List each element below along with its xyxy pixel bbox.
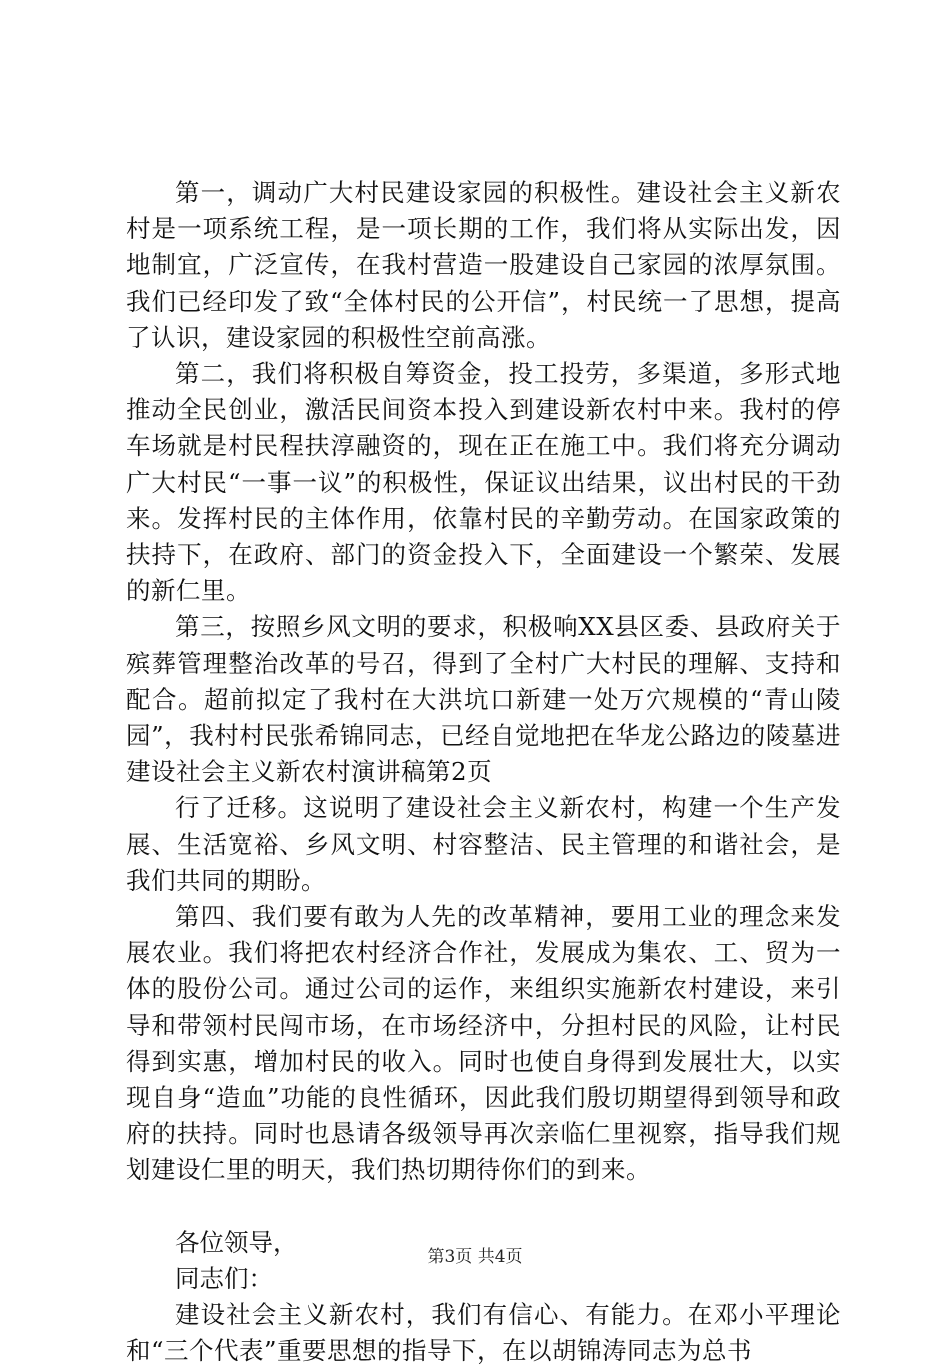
salutation-comrades: 同志们：	[175, 1263, 273, 1293]
paragraph-third-continued: 行了迁移。这说明了建设社会主义新农村，构建一个生产发展、生活宽裕、乡风文明、村容整洁、民主管理的和谐社会，是我们共同的期盼。	[126, 793, 841, 895]
paragraph-closing: 建设社会主义新农村，我们有信心、有能力。在邓小平理论和“三个代表”重要思想的指导下，在以胡锦涛同志为总书	[126, 1300, 841, 1366]
document-body	[126, 175, 841, 1370]
paragraph-first: 第一，调动广大村民建设家园的积极性。建设社会主义新农村是一项系统工程，是一项长期的工作，我们将从实际出发，因地制宜，广泛宣传，在我村营造一股建设自己家园的浓厚氛围。我们已经印发了致“全体村民的公开信”，村民统一了思想，提高了认识，建设家园的积极性空前高涨。	[126, 178, 841, 352]
paragraph-second: 第二，我们将积极自筹资金，投工投劳，多渠道，多形式地推动全民创业，激活民间资本投入到建设新农村中来。我村的停车场就是村民程扶淳融资的，现在正在施工中。我们将充分调动广大村民“一事一议”的积极性，保证议出结果，议出村民的干劲来。发挥村民的主体作用，依靠村民的辛勤劳动。在国家政策的扶持下，在政府、部门的资金投入下，全面建设一个繁荣、发展的新仁里。	[126, 359, 841, 606]
paragraph-fourth: 第四、我们要有敢为人先的改革精神，要用工业的理念来发展农业。我们将把农村经济合作社，发展成为集农、工、贸为一体的股份公司。通过公司的运作，来组织实施新农村建设，来引导和带领村民闯市场，在市场经济中，分担村民的风险，让村民得到实惠，增加村民的收入。同时也使自身得到发展壮大，以实现自身“造血”功能的良性循环，因此我们殷切期望得到领导和政府的扶持。同时也恳请各级领导再次亲临仁里视察，指导我们规划建设仁里的明天，我们热切期待你们的到来。	[126, 902, 841, 1185]
page-footer: 第3页 共4页	[427, 1247, 523, 1267]
salutation-leaders: 各位领导，	[175, 1227, 298, 1257]
paragraph-third: 第三，按照乡风文明的要求，积极响XX县区委、县政府关于殡葬管理整治改革的号召，得到了全村广大村民的理解、支持和配合。超前拟定了我村在大洪坑口新建一处万穴规模的“青山陵园”，我村村民张希锦同志，已经自觉地把在华龙公路边的陵墓进建设社会主义新农村演讲稿第2页	[126, 612, 841, 787]
paragraph-spacer	[126, 1189, 841, 1225]
